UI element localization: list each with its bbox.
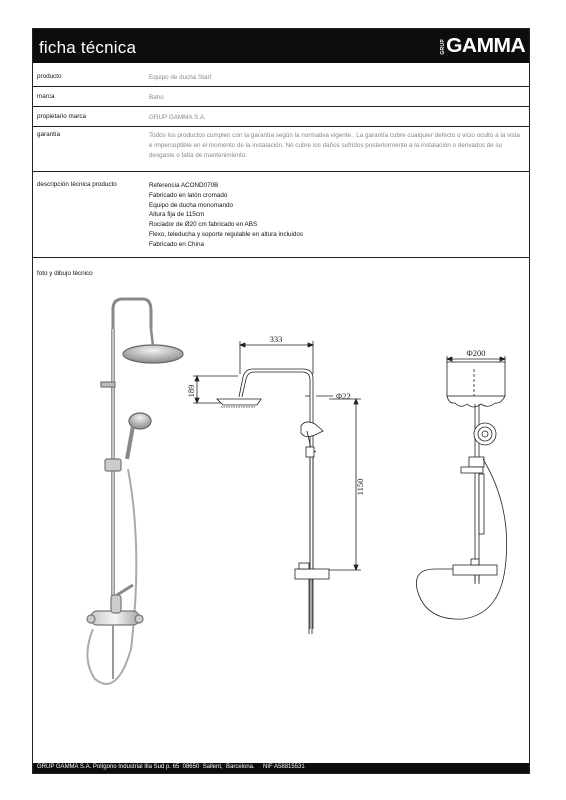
garantia-label: garantía [37, 131, 61, 138]
footer-address: GRUP GAMMA S.A. Polígono Industrial Illa Sud p. 65 08650 Sallent, Barcelona. NIF A58815531 [37, 764, 305, 770]
descripcion-line: Equipo de ducha monomando [149, 201, 234, 209]
descripcion-line: Fabricado en latón cromado [149, 191, 228, 199]
front-view-drawing [416, 356, 506, 619]
propietario-value: GRUP GAMMA S.A. [149, 114, 206, 121]
product-drawings [33, 29, 531, 775]
descripcion-line: Rociador de Ø20 cm fabricado en ABS [149, 221, 258, 229]
propietario-label: propietario marca [37, 113, 86, 120]
dim-width-top: 333 [269, 334, 283, 344]
marca-value: Baho [149, 94, 164, 101]
logo-prefix: GRUP [439, 38, 446, 55]
garantia-value: Todos los productos cumplen con la garantía según la normativa vigente . La garantía cubre cualquier defecto o vicio oculto a la vista e imperceptible en el momento de la instalación. No cubre los daños sufridos posteriormente a la instalación o derivados de su desgaste o falta de mantenimiento. [149, 132, 521, 159]
descripcion-line: Fabricado en China [149, 240, 204, 248]
dim-total-height: 1150 [355, 478, 365, 496]
side-view-drawing [193, 341, 361, 634]
descripcion-line: Flexo, teleducha y soporte regulable en altura incluidos [149, 230, 304, 238]
logo-wordmark: GAMMA [445, 35, 525, 57]
marca-label: marca [37, 93, 55, 100]
descripcion-line: Altura fija de 115cm [149, 211, 205, 219]
dim-head-height: 189 [186, 384, 196, 398]
product-photo [87, 299, 183, 684]
photo-label: foto y dibujo técnico [37, 270, 93, 277]
spec-sheet [32, 28, 530, 774]
dim-pipe-diameter: Φ22 [336, 391, 351, 401]
page-title: ficha técnica [39, 38, 137, 57]
descripcion-label: descripción técnica producto [37, 181, 117, 188]
dim-head-diameter: Φ200 [466, 348, 486, 358]
descripcion-line: Referencia ACOND070B [149, 182, 219, 189]
producto-label: producto [37, 73, 62, 80]
footer-bar [33, 763, 529, 773]
producto-value: Equipo de ducha Start [149, 74, 212, 81]
